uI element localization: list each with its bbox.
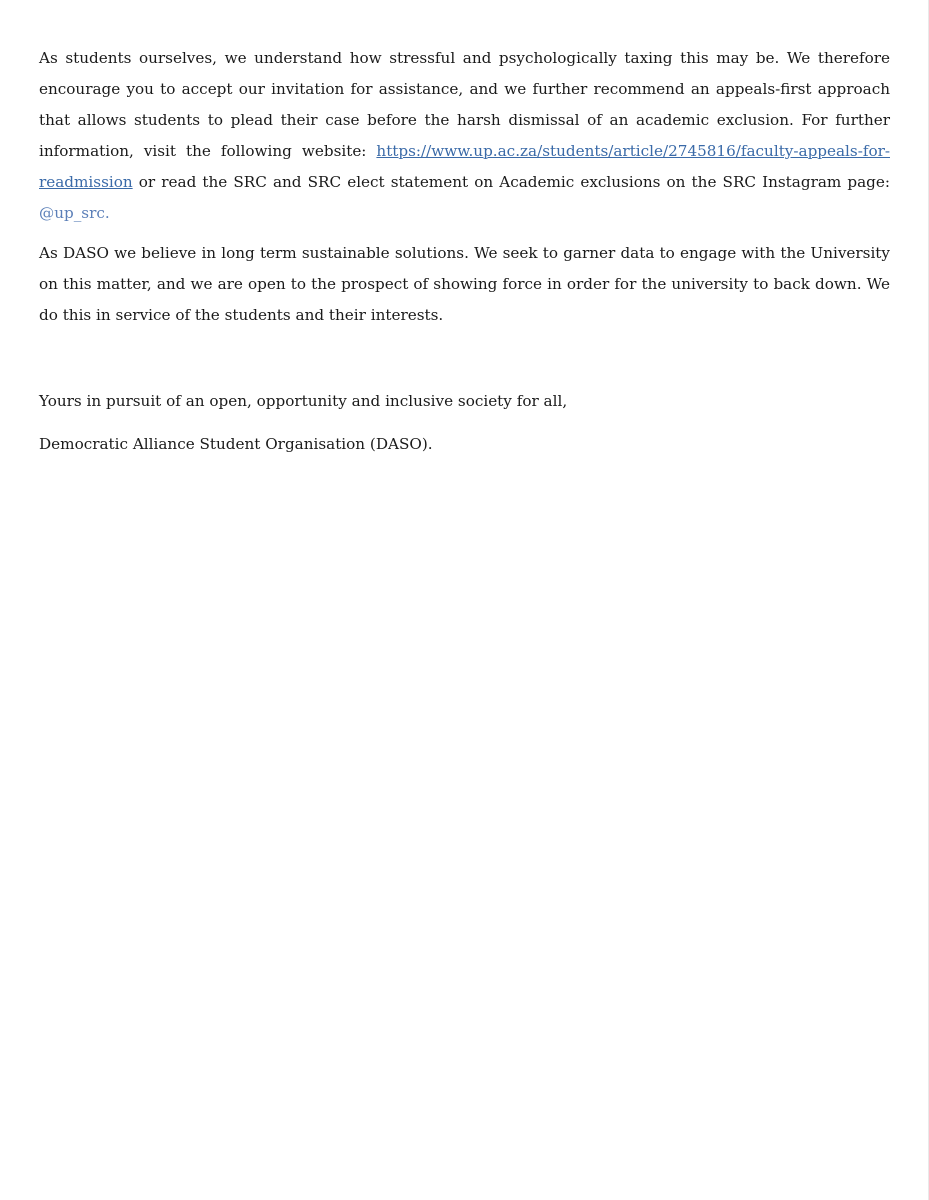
paragraph-daso-position: As DASO we believe in long term sustainable solutions. We seek to garner data to engage with the University on this matter, and we are open to the prospect of showing force in order for the university to back down. We do this in service of the students and their interests. bbox=[39, 244, 890, 324]
signature-line: Democratic Alliance Student Organisation (DASO). bbox=[39, 435, 433, 453]
paragraph-text-src: or read the SRC and SRC elect statement on Academic exclusions on the SRC Instagram page: bbox=[132, 173, 890, 191]
closing-line: Yours in pursuit of an open, opportunity and inclusive society for all, bbox=[39, 392, 568, 410]
paragraph-appeals-info bbox=[39, 43, 890, 229]
paragraph-text-intro: As students ourselves, we understand how stressful and psychologically taxing this may be. We therefore encourage you to accept our invitation for assistance, and we further recommend an appeals-first approach that allows students to plead their case before the harsh dismissal of an academic exclusion. For further information, visit the following website: bbox=[39, 49, 890, 160]
faculty-appeals-link[interactable]: https://www.up.ac.za/students/article/2745816/faculty-appeals-for-readmission bbox=[39, 142, 890, 191]
instagram-handle-link[interactable]: @up_src. bbox=[39, 204, 110, 222]
